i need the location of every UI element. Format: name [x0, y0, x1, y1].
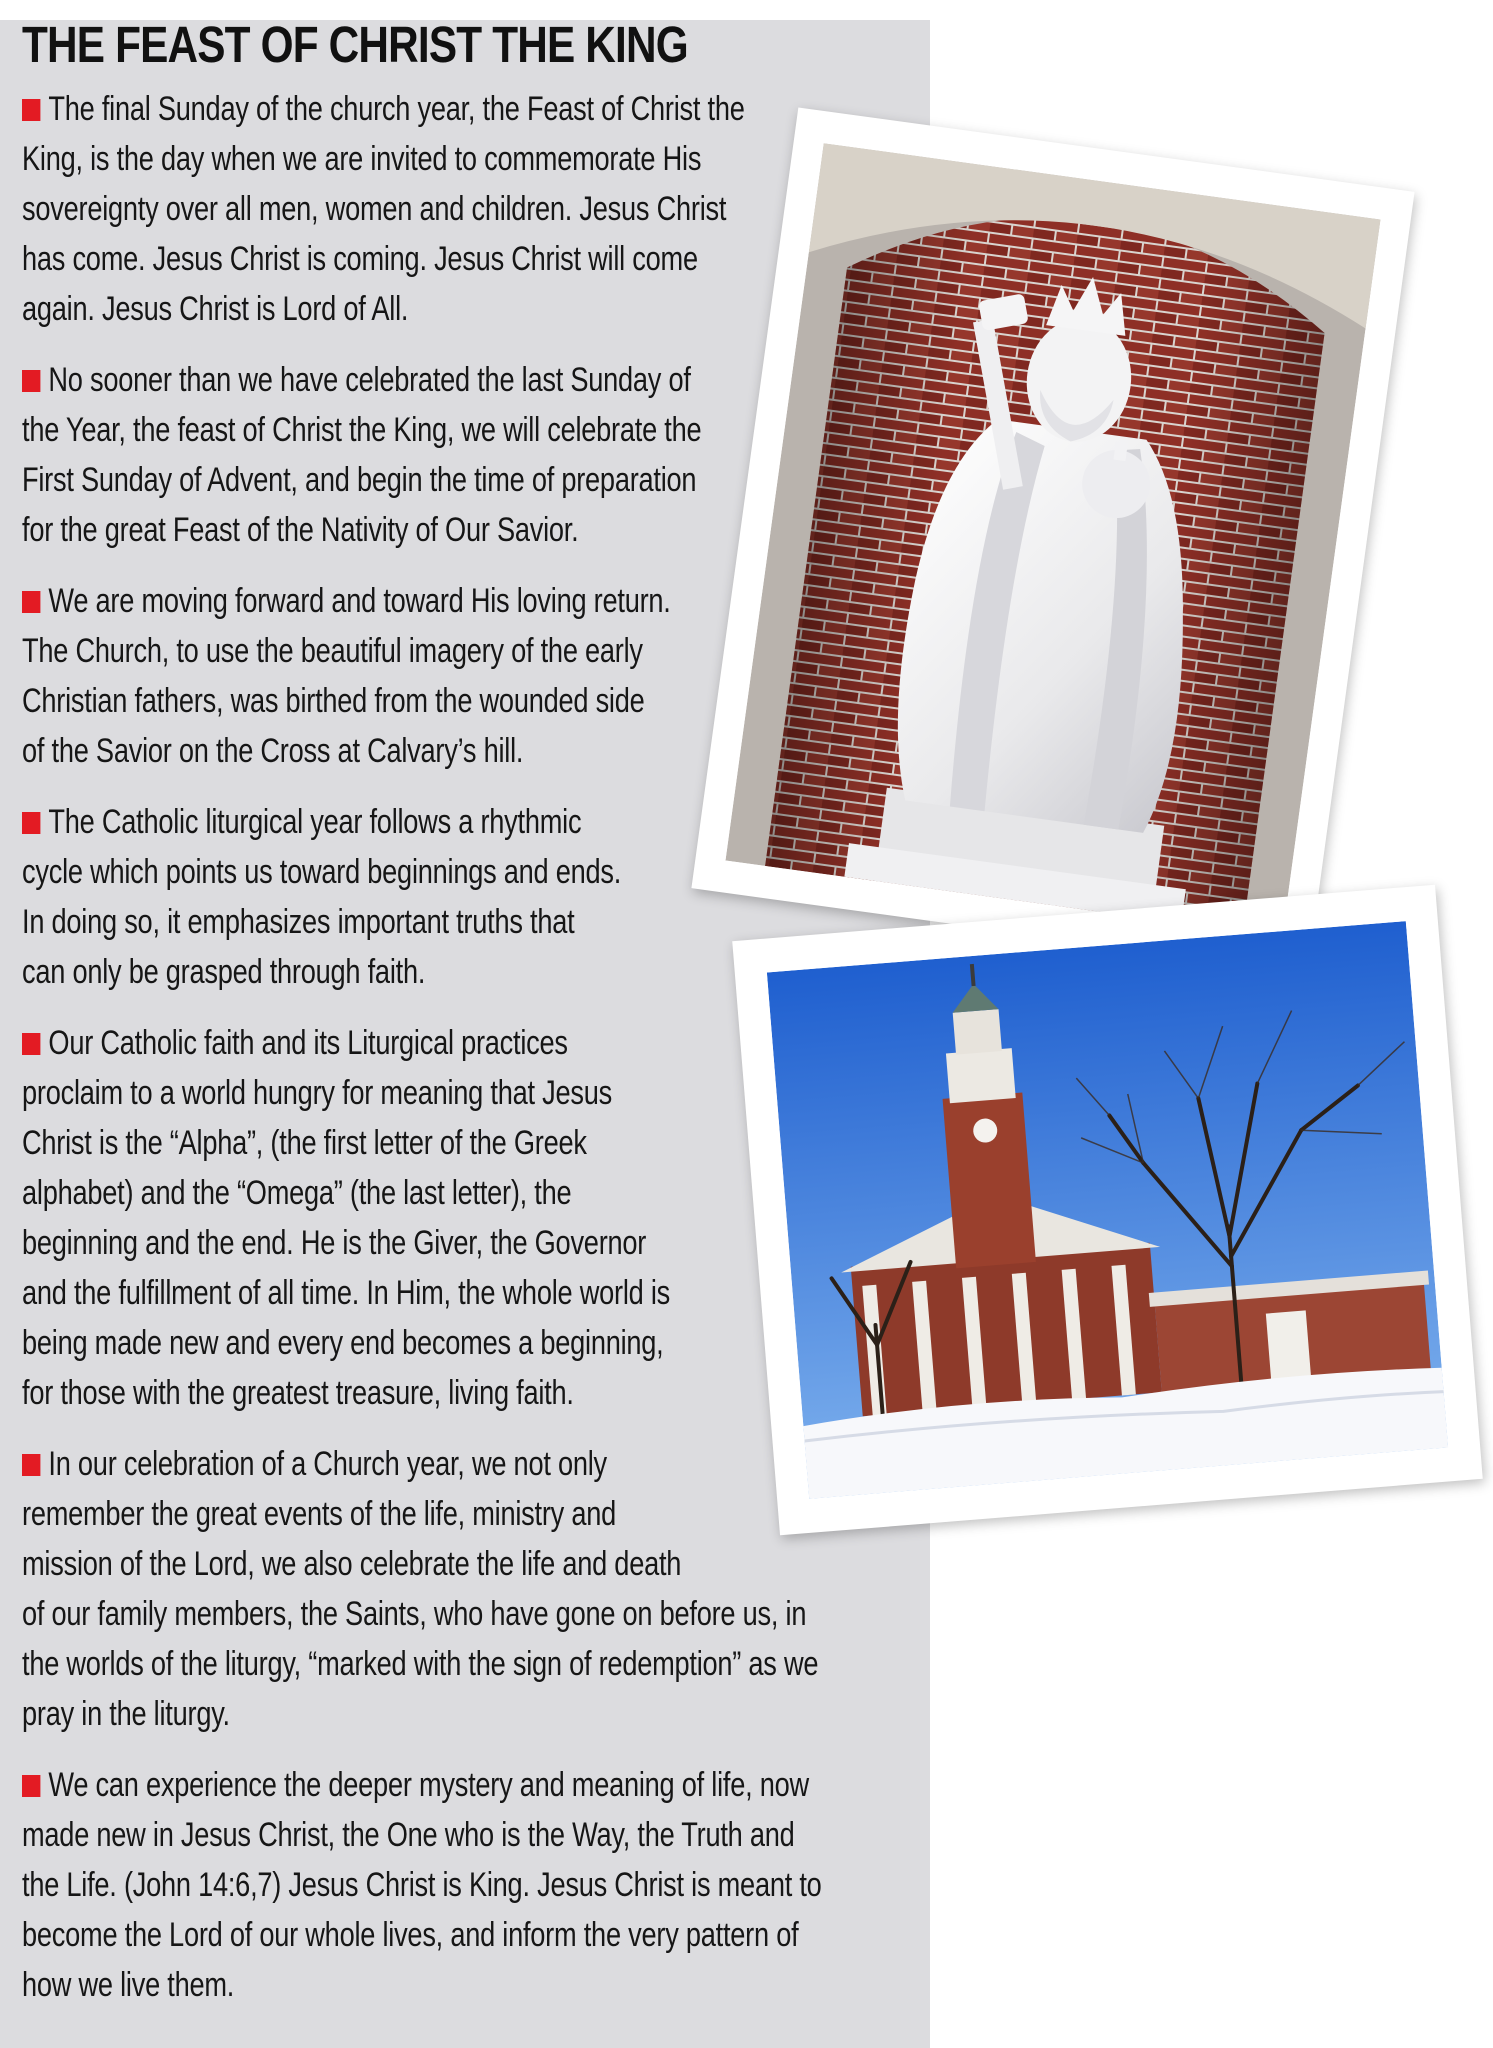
line-text: being made new and every end becomes a beginning,	[22, 1324, 664, 1362]
line-text: We can experience the deeper mystery and meaning of life, now	[48, 1766, 809, 1804]
paragraph-line	[22, 234, 902, 284]
paragraph-line	[22, 1639, 902, 1689]
line-text: has come. Jesus Christ is coming. Jesus Christ will come	[22, 240, 698, 278]
line-text: beginning and the end. He is the Giver, the Governor	[22, 1224, 647, 1262]
paragraph-line	[22, 1860, 902, 1910]
line-text: sovereignty over all men, women and children. Jesus Christ	[22, 190, 727, 228]
church-photo	[732, 885, 1483, 1536]
christ-the-king-statue-image	[725, 143, 1380, 937]
line-text: First Sunday of Advent, and begin the time of preparation	[22, 461, 697, 499]
statue-photo	[691, 107, 1414, 972]
line-text: remember the great events of the life, ministry and	[22, 1495, 616, 1533]
church-exterior-image	[767, 921, 1448, 1499]
line-text: The Catholic liturgical year follows a rhythmic	[48, 803, 582, 841]
paragraph-line	[22, 1910, 902, 1960]
red-square-bullet-icon	[22, 99, 40, 121]
red-square-bullet-icon	[22, 1775, 40, 1797]
paragraph-line	[22, 134, 902, 184]
red-square-bullet-icon	[22, 370, 40, 392]
line-text: the worlds of the liturgy, “marked with the sign of redemption” as we	[22, 1645, 819, 1683]
line-text: of the Savior on the Cross at Calvary’s hill.	[22, 732, 524, 770]
line-text: become the Lord of our whole lives, and inform the very pattern of	[22, 1916, 799, 1954]
article-title: THE FEAST OF CHRIST THE KING	[22, 16, 688, 73]
line-text: the Life. (John 14:6,7) Jesus Christ is King. Jesus Christ is meant to	[22, 1866, 822, 1904]
red-square-bullet-icon	[22, 1454, 40, 1476]
red-square-bullet-icon	[22, 812, 40, 834]
line-text: for the great Feast of the Nativity of Our Savior.	[22, 511, 579, 549]
line-text: In doing so, it emphasizes important truths that	[22, 903, 575, 941]
line-text: The Church, to use the beautiful imagery of the early	[22, 632, 643, 670]
line-text: made new in Jesus Christ, the One who is the Way, the Truth and	[22, 1816, 795, 1854]
line-text: Christ is the “Alpha”, (the first letter of the Greek	[22, 1124, 587, 1162]
line-text: The final Sunday of the church year, the Feast of Christ the	[48, 90, 745, 128]
line-text: the Year, the feast of Christ the King, we will celebrate the	[22, 411, 702, 449]
red-square-bullet-icon	[22, 591, 40, 613]
line-text: proclaim to a world hungry for meaning that Jesus	[22, 1074, 612, 1112]
line-text: how we live them.	[22, 1966, 235, 2004]
line-text: and the fulfillment of all time. In Him, the whole world is	[22, 1274, 670, 1312]
article-paragraph	[22, 84, 902, 334]
article-paragraph	[22, 1760, 902, 2010]
paragraph-line	[22, 184, 902, 234]
line-text: Our Catholic faith and its Liturgical practices	[48, 1024, 568, 1062]
paragraph-line	[22, 1760, 902, 1810]
line-text: No sooner than we have celebrated the last Sunday of	[48, 361, 691, 399]
line-text: for those with the greatest treasure, living faith.	[22, 1374, 574, 1412]
line-text: In our celebration of a Church year, we not only	[48, 1445, 607, 1483]
line-text: pray in the liturgy.	[22, 1695, 230, 1733]
red-square-bullet-icon	[22, 1033, 40, 1055]
article-paragraph	[22, 1439, 902, 1739]
paragraph-line	[22, 1539, 902, 1589]
line-text: Christian fathers, was birthed from the wounded side	[22, 682, 645, 720]
paragraph-line	[22, 1960, 902, 2010]
line-text: alphabet) and the “Omega” (the last letter), the	[22, 1174, 572, 1212]
line-text: can only be grasped through faith.	[22, 953, 426, 991]
line-text: again. Jesus Christ is Lord of All.	[22, 290, 409, 328]
line-text: mission of the Lord, we also celebrate the life and death	[22, 1545, 682, 1583]
paragraph-line	[22, 84, 902, 134]
line-text: We are moving forward and toward His loving return.	[48, 582, 671, 620]
paragraph-line	[22, 1589, 902, 1639]
line-text: King, is the day when we are invited to commemorate His	[22, 140, 702, 178]
paragraph-line	[22, 1489, 902, 1539]
line-text: of our family members, the Saints, who have gone on before us, in	[22, 1595, 807, 1633]
line-text: cycle which points us toward beginnings and ends.	[22, 853, 622, 891]
paragraph-line	[22, 1689, 902, 1739]
paragraph-line	[22, 1810, 902, 1860]
paragraph-line	[22, 1439, 902, 1489]
